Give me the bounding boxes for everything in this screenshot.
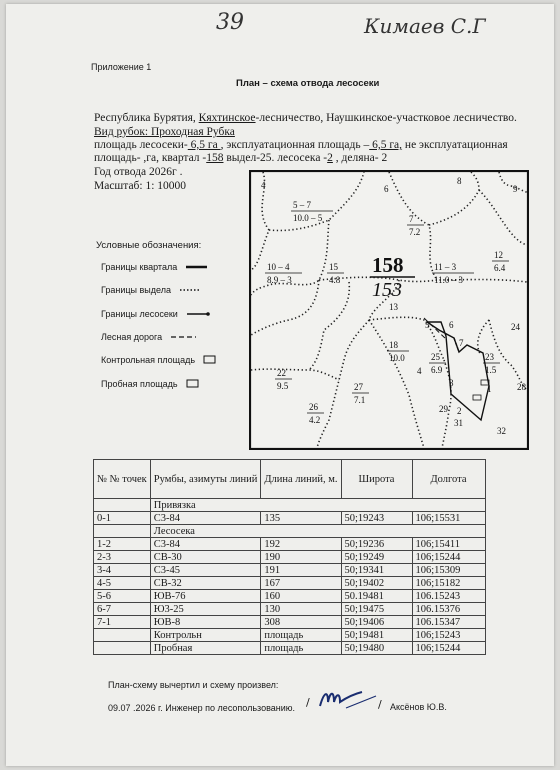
plot-number: 7 — [409, 214, 414, 224]
table-cell: 191 — [261, 564, 341, 577]
info-line-area: площадь лесосеки- 6,5 га , эксплуатационная площадь – 6,5 га, не эксплуатационная — [94, 139, 508, 151]
date-position-line: 09.07 .2026 г. Инженер по лесопользованию. — [108, 703, 296, 713]
plot-number: 10 – 4 — [267, 262, 290, 272]
table-cell: 50;19406 — [341, 616, 412, 629]
table-cell: 7-1 — [94, 616, 151, 629]
plot-denominator: 7.2 — [409, 227, 421, 237]
table-cell: 106;15411 — [412, 538, 485, 551]
table-cell: С3-84 — [150, 538, 261, 551]
plot-label — [513, 184, 518, 194]
info-line-quarter: площадь- ,га, квартал -158 выдел-25. лесосека -2 , деляна- 2 — [94, 152, 388, 164]
table-cell: 2-3 — [94, 551, 151, 564]
plot-number: 26 — [309, 402, 318, 412]
legend-sample-area: Пробная площадь — [101, 379, 200, 389]
table-cell: 50.19481 — [341, 590, 412, 603]
col-bearings: Румбы, азимуты линий — [150, 460, 261, 499]
section-cut: Лесосека — [150, 525, 485, 538]
control-square-icon — [203, 355, 217, 365]
sample-square-icon — [186, 379, 200, 389]
plot-denominator: 7.1 — [354, 395, 366, 405]
signer-name: Аксёнов Ю.В. — [390, 702, 447, 712]
plot-denominator: 1.5 — [485, 365, 497, 375]
table-cell: 160 — [261, 590, 341, 603]
table-row — [94, 538, 486, 551]
table-cell: 5-6 — [94, 590, 151, 603]
table-cell: 192 — [261, 538, 341, 551]
plot-number: 4 — [261, 180, 266, 190]
signature-image — [306, 684, 386, 714]
cutblock-line-icon — [186, 310, 210, 318]
table-section-row — [94, 499, 486, 512]
plot-label — [261, 180, 266, 190]
table-cell: 106;15243 — [412, 629, 485, 642]
plot-denominator: 4.8 — [329, 275, 341, 285]
table-cell: 3-4 — [94, 564, 151, 577]
table-cell: 0-1 — [94, 512, 151, 525]
legend-quarter-boundary: Границы квартала — [101, 262, 209, 272]
appendix-label: Приложение 1 — [91, 62, 152, 72]
table-row — [94, 590, 486, 603]
table-cell: ЮВ-76 — [150, 590, 261, 603]
table-cell: 106;15309 — [412, 564, 485, 577]
plot-denominator: 6.4 — [494, 263, 506, 273]
plot-label — [457, 176, 462, 186]
plot-denominator: 8.9 – 3 — [267, 275, 292, 285]
plot-number: 22 — [277, 368, 286, 378]
plot-denominator: 4.2 — [309, 415, 321, 425]
plot-label — [511, 322, 521, 332]
table-cell: 106;15531 — [412, 512, 485, 525]
plot-denominator: 6.9 — [431, 365, 443, 375]
table-cell: ЮВ-8 — [150, 616, 261, 629]
table-cell: 190 — [261, 551, 341, 564]
table-cell: Контрольн — [150, 629, 261, 642]
cutblock-point-label: 6 — [449, 320, 454, 330]
year: Год отвода 2026г . — [94, 166, 183, 178]
cutblock-point-label: 3 — [449, 378, 454, 388]
plot-number: 11 – 3 — [434, 262, 457, 272]
col-length: Длина линий, м. — [261, 460, 341, 499]
plot-label — [389, 302, 399, 312]
table-cell: 167 — [261, 577, 341, 590]
table-cell: 106;15244 — [412, 642, 485, 655]
table-row — [94, 551, 486, 564]
plot-number: 6 — [384, 184, 389, 194]
table-cell: СВ-32 — [150, 577, 261, 590]
table-cell: Пробная — [150, 642, 261, 655]
table-row — [94, 512, 486, 525]
legend-plot-boundary: Границы выдела — [101, 285, 203, 295]
plot-number: 24 — [511, 322, 520, 332]
forest-map — [249, 170, 529, 450]
cutblock-point-label: 1 — [487, 384, 492, 394]
cutblock-point-label: 5 — [425, 320, 430, 330]
plot-label — [497, 426, 506, 436]
plot-number: 28 — [517, 382, 526, 392]
table-cell: 50;19249 — [341, 551, 412, 564]
scale: Масштаб: 1: 10000 — [94, 180, 187, 192]
table-cell: 106.15347 — [412, 616, 485, 629]
col-longitude: Долгота — [412, 460, 485, 499]
table-cell: площадь — [261, 629, 341, 642]
plot-denominator: 10.0 — [389, 353, 405, 363]
legend-cutblock-boundary: Границы лесосеки — [101, 309, 210, 319]
handwritten-number: 39 — [216, 10, 244, 35]
section-tie: Привязка — [150, 499, 485, 512]
plot-number: 27 — [354, 382, 363, 392]
table-cell: 50;19481 — [341, 629, 412, 642]
plot-number: 13 — [389, 302, 398, 312]
cutblock-point-label: 4 — [417, 366, 422, 376]
plot-label — [439, 404, 449, 414]
plot-number: 5 – 7 — [293, 200, 311, 210]
table-body — [94, 499, 486, 655]
legend-forest-road: Лесная дорога — [101, 332, 198, 342]
table-cell: Ю3-25 — [150, 603, 261, 616]
table-cell: 50;19341 — [341, 564, 412, 577]
legend-title: Условные обозначения: — [96, 240, 202, 251]
road-line-icon — [170, 333, 198, 341]
plot-denominator: 10.0 – 5 — [293, 213, 323, 223]
table-cell: С3-84 — [150, 512, 261, 525]
plot-number: 9 — [513, 184, 518, 194]
table-cell: 6-7 — [94, 603, 151, 616]
table-cell: С3-45 — [150, 564, 261, 577]
table-section-row — [94, 525, 486, 538]
table-cell: 130 — [261, 603, 341, 616]
table-cell: 50;19402 — [341, 577, 412, 590]
table-cell: 50;19243 — [341, 512, 412, 525]
table-cell: 1-2 — [94, 538, 151, 551]
svg-text:/: / — [306, 696, 310, 709]
quarter-line-icon — [185, 263, 209, 271]
plot-number: 8 — [457, 176, 462, 186]
plot-number: 25 — [431, 352, 440, 362]
coordinates-table — [93, 459, 486, 655]
table-row-control — [94, 629, 486, 642]
cutblock-point-label: 7 — [459, 338, 464, 348]
handwritten-name: Кимаев С.Г — [364, 14, 486, 38]
col-latitude: Широта — [341, 460, 412, 499]
table-row — [94, 603, 486, 616]
plot-label — [517, 382, 527, 392]
plot-number: 31 — [454, 418, 463, 428]
plot-number: 23 — [485, 352, 494, 362]
table-row — [94, 564, 486, 577]
table-row — [94, 577, 486, 590]
table-cell: 308 — [261, 616, 341, 629]
drawn-by-label: План-схему вычертил и схему произвел: — [108, 680, 279, 690]
plot-number: 29 — [439, 404, 448, 414]
document-page — [6, 4, 554, 766]
table-cell: 106;15244 — [412, 551, 485, 564]
col-points: № № точек — [94, 460, 151, 499]
cutblock-point-label: 2 — [457, 406, 462, 416]
plot-number: 18 — [389, 340, 398, 350]
table-cell: 106.15376 — [412, 603, 485, 616]
table-cell: 135 — [261, 512, 341, 525]
plot-line-icon — [179, 286, 203, 294]
table-cell: площадь — [261, 642, 341, 655]
plot-number: 12 — [494, 250, 503, 260]
legend-control-area: Контрольная площадь — [101, 355, 217, 365]
table-cell: 4-5 — [94, 577, 151, 590]
table-cell: 106;15182 — [412, 577, 485, 590]
table-cell: 50;19475 — [341, 603, 412, 616]
table-header-row — [94, 460, 486, 499]
info-line-1: Республика Бурятия, Кяхтинское-лесничество, Наушкинское-участковое лесничество. — [94, 112, 517, 124]
plot-number: 32 — [497, 426, 506, 436]
table-row-sample — [94, 642, 486, 655]
table-cell: 106.15243 — [412, 590, 485, 603]
svg-text:158: 158 — [372, 253, 404, 277]
svg-text:/: / — [378, 698, 382, 711]
cut-type: Вид рубок: Проходная Рубка — [94, 126, 235, 138]
table-cell: 50;19236 — [341, 538, 412, 551]
plot-label — [454, 418, 463, 428]
page-title: План – схема отвода лесосеки — [236, 78, 380, 89]
table-cell: 50;19480 — [341, 642, 412, 655]
svg-text:153: 153 — [372, 279, 402, 301]
table-row — [94, 616, 486, 629]
plot-denominator: 11.0 – 3 — [434, 275, 463, 285]
plot-denominator: 9.5 — [277, 381, 289, 391]
plot-label — [384, 184, 389, 194]
table-cell: СВ-30 — [150, 551, 261, 564]
plot-number: 15 — [329, 262, 338, 272]
